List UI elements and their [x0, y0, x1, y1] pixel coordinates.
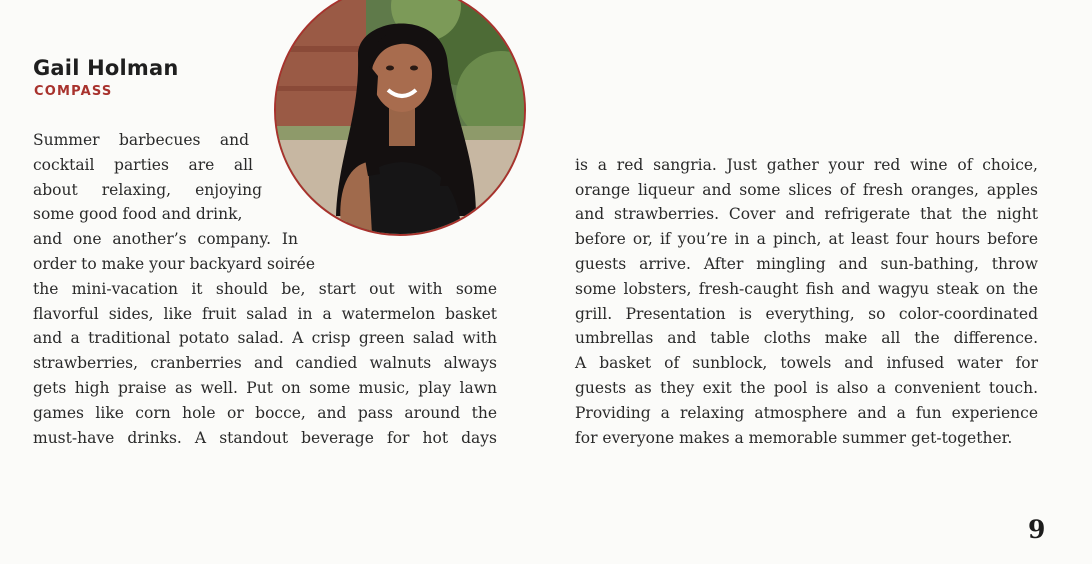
- article-line: flavorful sides, like fruit salad in a watermelon basket: [33, 304, 497, 323]
- article-line: A basket of sunblock, towels and infused water for: [575, 354, 1038, 373]
- article-line: some good food and drink,: [33, 205, 243, 224]
- article-line: is a red sangria. Just gather your red wine of choice,: [575, 155, 1038, 174]
- article-line: guests arrive. After mingling and sun-bathing, throw: [575, 255, 1038, 273]
- article-line: games like corn hole or bocce, and pass around the: [33, 403, 497, 422]
- article-line: about relaxing, enjoying: [33, 180, 262, 199]
- article-line: grill. Presentation is everything, so color-coordinated: [575, 304, 1038, 323]
- page-number: 9: [1028, 515, 1046, 544]
- article-line: before or, if you’re in a pinch, at least four hours before: [575, 230, 1038, 249]
- article-line: gets high praise as well. Put on some music, play lawn: [33, 379, 497, 397]
- author-name: Gail Holman: [33, 56, 179, 80]
- article-line: cocktail parties are all: [33, 155, 253, 174]
- article-line: for everyone makes a memorable summer get-together.: [575, 428, 1013, 447]
- article-line: guests as they exit the pool is also a convenient touch.: [575, 379, 1038, 397]
- article-line: and strawberries. Cover and refrigerate that the night: [575, 205, 1038, 224]
- article-line: and a traditional potato salad. A crisp green salad with: [33, 329, 497, 348]
- article-line: the mini-vacation it should be, start out with some: [33, 279, 497, 298]
- portrait-photo: [276, 0, 524, 234]
- author-company: COMPASS: [34, 84, 113, 99]
- article-line: order to make your backyard soirée: [33, 255, 315, 273]
- article-line: some lobsters, fresh-caught fish and wagyu steak on the: [575, 279, 1038, 298]
- article-line: umbrellas and table cloths make all the difference.: [575, 329, 1038, 348]
- article-line: orange liqueur and some slices of fresh oranges, apples: [575, 180, 1038, 199]
- article-line: Summer barbecues and: [33, 131, 249, 149]
- article-line: must-have drinks. A standout beverage for hot days: [33, 428, 497, 447]
- article-line: strawberries, cranberries and candied walnuts always: [33, 354, 497, 373]
- article-line: and one another’s company. In: [33, 230, 298, 249]
- author-portrait: [274, 0, 526, 236]
- article-line: Providing a relaxing atmosphere and a fun experience: [575, 403, 1038, 422]
